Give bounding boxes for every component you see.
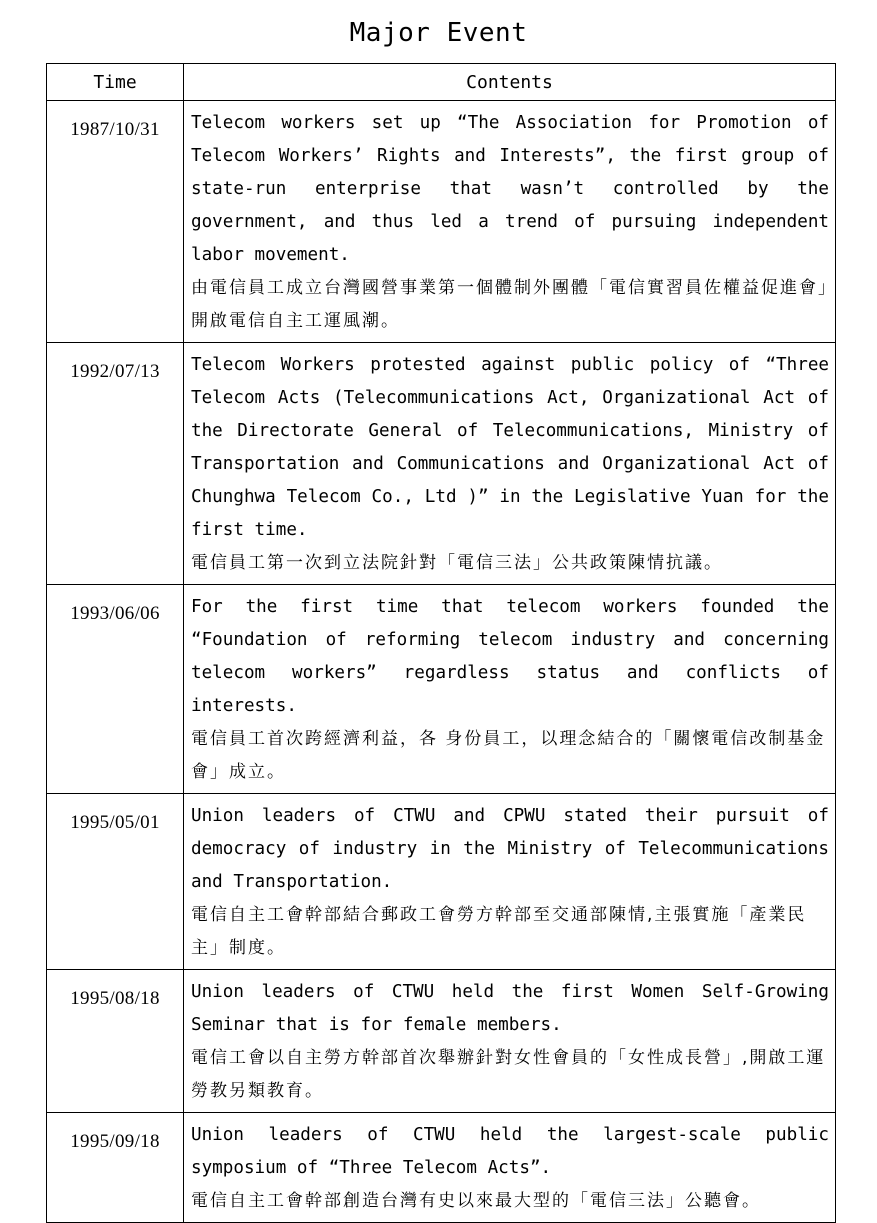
event-description-english: Telecom workers set up “The Association for Promotion of Telecom Workers’ Rights and Interests”, the first group of state-run enterprise that wasn’t controlled by the government, and thus led a trend of pursuing independent labor movement. [191, 113, 829, 265]
event-date: 1987/10/31 [47, 101, 184, 343]
event-contents [184, 101, 836, 343]
event-contents [184, 343, 836, 585]
table-row [47, 585, 836, 794]
event-date: 1995/05/01 [47, 794, 184, 970]
event-date: 1993/06/06 [47, 585, 184, 794]
event-description-chinese: 電信員工第一次到立法院針對「電信三法」公共政策陳情抗議。 [191, 553, 723, 573]
event-contents [184, 1113, 836, 1223]
event-description-english: Telecom Workers protested against public policy of “Three Telecom Acts (Telecommunications Act, Organizational Act of the Directorate General of Telecommunications, Ministry of Transportation and Communications and Organizational Act of Chunghwa Telecom Co., Ltd )” in the Legislative Yuan for the first time. [191, 355, 829, 540]
table-row [47, 970, 836, 1113]
event-description-english: Union leaders of CTWU held the largest-scale public symposium of “Three Telecom Acts”. [191, 1125, 829, 1178]
table-row [47, 101, 836, 343]
event-description-english: Union leaders of CTWU and CPWU stated their pursuit of democracy of industry in the Ministry of Telecommunications and Transportation. [191, 806, 829, 892]
event-description-english: Union leaders of CTWU held the first Women Self-Growing Seminar that is for female members. [191, 982, 829, 1035]
event-date: 1992/07/13 [47, 343, 184, 585]
event-date: 1995/08/18 [47, 970, 184, 1113]
table-row [47, 343, 836, 585]
event-contents [184, 585, 836, 794]
event-description-chinese: 電信工會以自主勞方幹部首次舉辦針對女性會員的「女性成長營」,開啟工運勞教另類教育。 [191, 1048, 826, 1101]
event-description-chinese: 電信自主工會幹部結合郵政工會勞方幹部至交通部陳情,主張實施「產業民主」制度。 [191, 905, 807, 958]
event-contents [184, 970, 836, 1113]
event-description-chinese: 電信員工首次跨經濟利益，各 身份員工，以理念結合的「關懷電信改制基金會」成立。 [191, 729, 826, 782]
page-title: Major Event [349, 18, 528, 48]
table-row [47, 794, 836, 970]
major-event-table [46, 63, 836, 1223]
table-row [47, 1113, 836, 1223]
time-column-header: Time [47, 64, 184, 101]
event-description-chinese: 由電信員工成立台灣國營事業第一個體制外團體「電信實習員佐權益促進會」開啟電信自主工運風潮。 [191, 278, 829, 331]
event-description-chinese: 電信自主工會幹部創造台灣有史以來最大型的「電信三法」公聽會。 [191, 1191, 761, 1211]
event-date: 1995/09/18 [47, 1113, 184, 1223]
event-description-english: For the first time that telecom workers founded the “Foundation of reforming telecom industry and concerning telecom workers” regardless status and conflicts of interests. [191, 597, 829, 716]
table-header-row [47, 64, 836, 101]
contents-column-header: Contents [184, 64, 836, 101]
event-contents [184, 794, 836, 970]
